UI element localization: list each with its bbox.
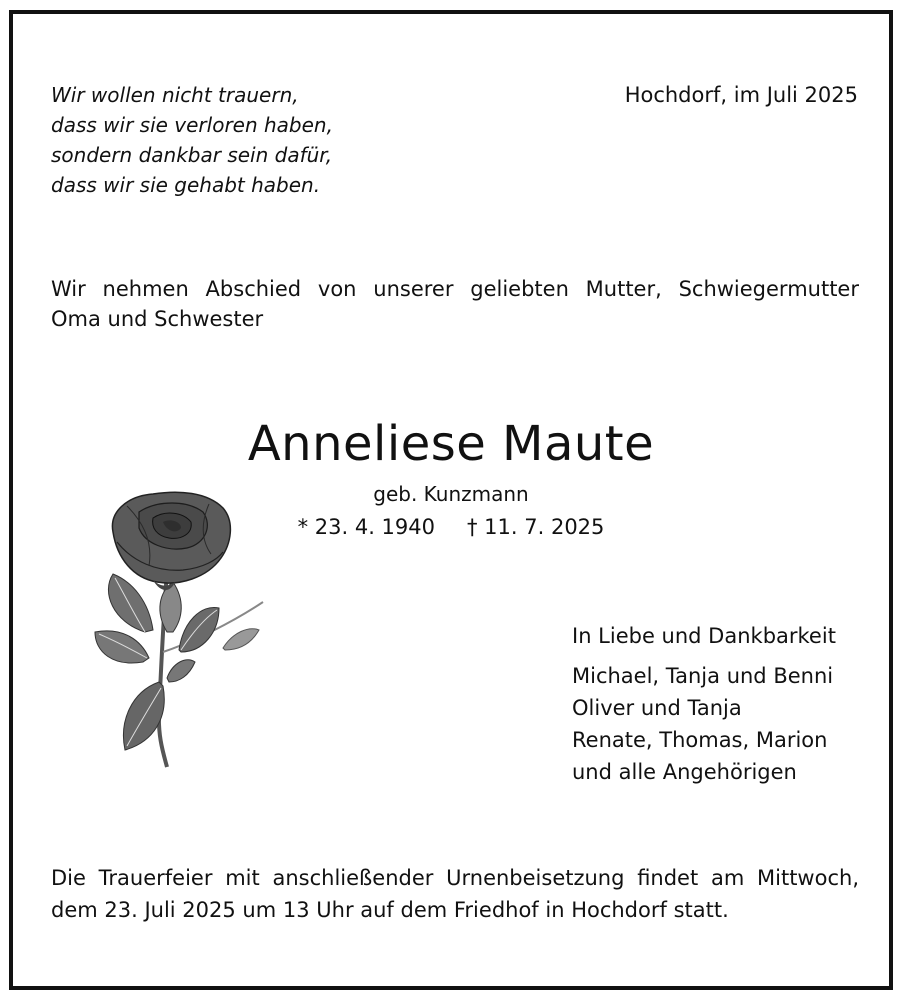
closing-greeting: In Liebe und Dankbarkeit <box>572 624 836 648</box>
family-signatures <box>572 620 836 788</box>
rose-icon <box>83 482 273 772</box>
family-member: Renate, Thomas, Marion <box>572 728 828 752</box>
motto-line: dass wir sie verloren haben, <box>51 113 333 137</box>
intro-line: Wir nehmen Abschied von unserer geliebten Mutter, Schwiegermutter <box>51 277 859 301</box>
motto-line: sondern dankbar sein dafür, <box>51 143 333 167</box>
family-member: Oliver und Tanja <box>572 696 742 720</box>
motto-line: Wir wollen nicht trauern, <box>51 83 299 107</box>
notice-line: dem 23. Juli 2025 um 13 Uhr auf dem Friedhof in Hochdorf statt. <box>51 898 729 922</box>
birth-date: * 23. 4. 1940 <box>297 515 435 539</box>
place-date: Hochdorf, im Juli 2025 <box>624 83 858 107</box>
deceased-name: Anneliese Maute <box>247 416 655 472</box>
family-member: Michael, Tanja und Benni <box>572 664 834 688</box>
notice-line: Die Trauerfeier mit anschließender Urnenbeisetzung findet am Mittwoch, <box>51 866 859 890</box>
intro-text <box>51 274 859 334</box>
birth-name: geb. Kunzmann <box>373 482 529 506</box>
obituary-frame <box>9 10 893 990</box>
intro-line: Oma und Schwester <box>51 307 264 331</box>
motto-line: dass wir sie gehabt haben. <box>51 173 321 197</box>
family-member: und alle Angehörigen <box>572 760 797 784</box>
motto-verse <box>51 80 333 200</box>
death-date: † 11. 7. 2025 <box>467 515 605 539</box>
funeral-notice <box>51 862 859 926</box>
